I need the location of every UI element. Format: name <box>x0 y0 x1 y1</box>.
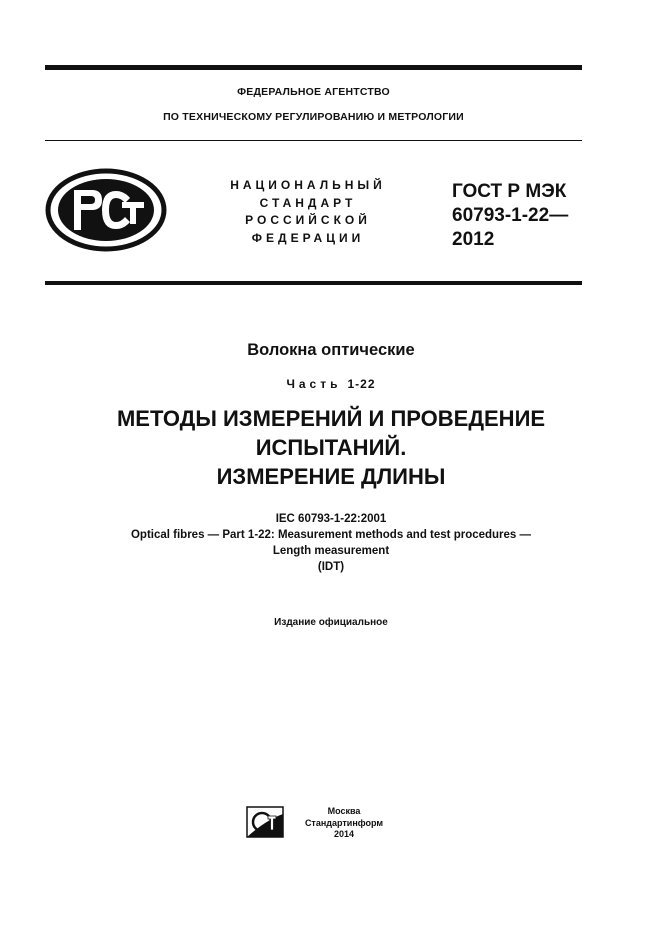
publisher-year: 2014 <box>333 829 355 839</box>
subtitle-line-2: ИСПЫТАНИЙ. <box>255 435 407 460</box>
national-line-1: НАЦИОНАЛЬНЫЙ <box>230 178 386 192</box>
iec-idt: (IDT) <box>317 561 345 573</box>
agency-line-2: ПО ТЕХНИЧЕСКОМУ РЕГУЛИРОВАНИЮ И МЕТРОЛОГИИ <box>163 111 464 123</box>
subtitle-line-3: ИЗМЕРЕНИЕ ДЛИНЫ <box>216 464 446 489</box>
national-line-4: ФЕДЕРАЦИИ <box>251 230 365 245</box>
part-number: 1-22 <box>347 377 376 391</box>
gost-designation <box>452 180 592 252</box>
document-title: Волокна оптические <box>247 341 415 359</box>
part-label <box>45 377 617 391</box>
part-word: Часть <box>286 377 342 391</box>
document-subtitle <box>45 404 617 491</box>
header-rule <box>45 281 582 285</box>
publisher-city: Москва <box>327 806 361 816</box>
top-rule <box>45 65 582 70</box>
agency-divider <box>45 140 582 141</box>
iec-english-title-2: Length measurement <box>272 545 390 557</box>
publisher-name: Стандартинформ <box>304 817 384 828</box>
iec-code: IEC 60793-1-22:2001 <box>275 513 387 525</box>
iec-english-title-1: Optical fibres — Part 1-22: Measurement methods and test procedures — <box>130 529 532 541</box>
gost-line-1: ГОСТ Р МЭК <box>452 181 567 202</box>
iec-reference <box>45 511 617 575</box>
rst-logo-icon <box>44 168 168 252</box>
edition-label: Издание официальное <box>274 617 388 628</box>
gost-line-2: 60793-1-22— <box>452 205 569 226</box>
national-line-3: РОССИЙСКОЙ <box>245 213 371 227</box>
subtitle-line-1: МЕТОДЫ ИЗМЕРЕНИЙ И ПРОВЕДЕНИЕ <box>116 406 546 431</box>
gost-line-3: 2012 <box>452 229 495 250</box>
national-line-2: СТАНДАРТ <box>259 195 357 210</box>
publisher-info <box>298 806 390 841</box>
standartinform-logo-icon <box>246 806 284 838</box>
national-standard-label <box>198 177 418 247</box>
agency-line-1: ФЕДЕРАЛЬНОЕ АГЕНТСТВО <box>237 86 390 98</box>
